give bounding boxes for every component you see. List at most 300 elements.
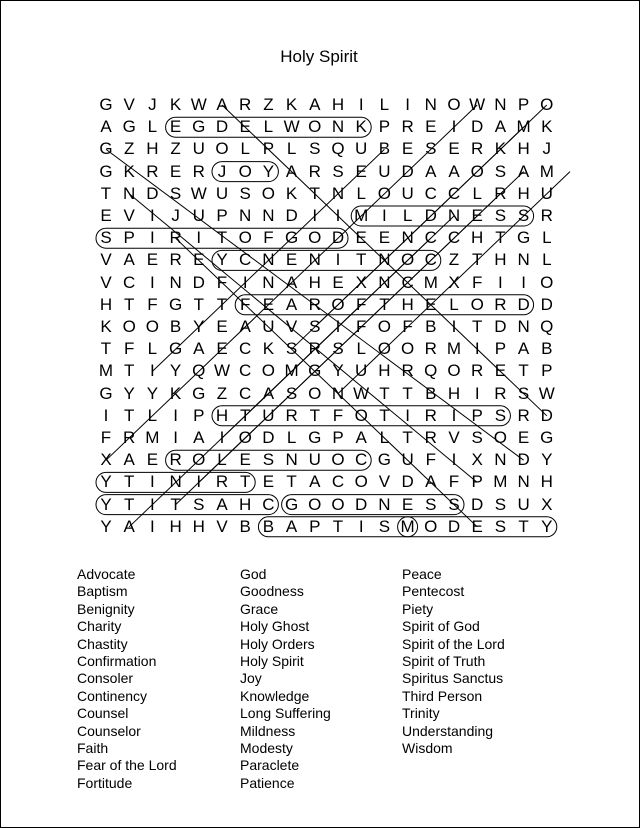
grid-letter: R	[540, 206, 553, 225]
grid-letter: C	[239, 339, 252, 359]
grid-letter: W	[353, 383, 370, 403]
word-list-item: Consoler	[77, 670, 134, 687]
word-list-item: Confirmation	[77, 653, 157, 669]
grid-letter: F	[355, 317, 367, 336]
grid-letter: D	[540, 294, 553, 314]
grid-letter: O	[377, 339, 391, 359]
grid-letter: E	[169, 161, 182, 181]
grid-letter: T	[100, 339, 112, 359]
grid-letter: Y	[169, 361, 182, 381]
grid-letter: S	[285, 339, 298, 359]
grid-letter: K	[169, 383, 182, 403]
grid-letter: O	[238, 428, 252, 447]
grid-letter: V	[285, 317, 298, 336]
grid-letter: I	[173, 428, 178, 447]
grid-letter: H	[215, 405, 229, 425]
grid-letter: H	[517, 139, 530, 159]
grid-letter: I	[498, 272, 503, 292]
grid-letter: G	[99, 139, 113, 159]
grid-letter: O	[400, 339, 415, 359]
grid-letter: U	[401, 183, 414, 203]
grid-letter: A	[123, 250, 135, 270]
grid-letter: G	[516, 228, 531, 248]
grid-letter: D	[471, 494, 484, 514]
grid-letter: H	[239, 494, 252, 514]
grid-letter: V	[123, 95, 135, 114]
grid-letter: T	[239, 405, 251, 425]
grid-letter: J	[542, 139, 552, 159]
grid-letter: Z	[263, 95, 274, 114]
grid-letter: U	[215, 183, 229, 203]
grid-letter: O	[470, 161, 484, 181]
grid-letter: T	[239, 472, 251, 492]
grid-letter: C	[331, 472, 345, 492]
grid-letter: O	[261, 183, 275, 203]
word-list-item: Long Suffering	[240, 705, 331, 722]
grid-letter: S	[517, 206, 530, 225]
word-list-item: Spirit of the Lord	[402, 635, 505, 652]
grid-letter: H	[494, 250, 507, 270]
grid-letter: K	[285, 95, 298, 114]
grid-letter: A	[285, 516, 298, 536]
grid-letter: T	[123, 494, 135, 514]
grid-letter: T	[518, 361, 529, 381]
grid-letter: L	[472, 183, 482, 203]
grid-letter: A	[239, 317, 251, 336]
grid-letter: Z	[216, 383, 228, 403]
grid-letter: R	[401, 117, 414, 137]
grid-letter: L	[240, 139, 250, 159]
grid-letter: P	[541, 361, 553, 381]
grid-letter: P	[471, 405, 483, 425]
word-list-item: Goodness	[240, 583, 304, 600]
grid-letter: A	[193, 339, 205, 359]
grid-letter: I	[451, 317, 457, 336]
grid-letter: R	[308, 294, 321, 314]
grid-letter: O	[377, 317, 391, 336]
grid-letter: L	[147, 405, 158, 425]
grid-letter: F	[448, 472, 460, 492]
grid-letter: E	[401, 494, 414, 514]
grid-letter: F	[216, 272, 228, 292]
grid-letter: T	[471, 317, 483, 336]
grid-letter: T	[100, 183, 112, 203]
grid-letter: H	[517, 183, 530, 203]
grid-letter: R	[308, 339, 321, 359]
grid-letter: X	[100, 450, 112, 470]
grid-letter: C	[123, 272, 136, 292]
grid-letter: R	[192, 161, 205, 181]
grid-letter: L	[356, 339, 366, 359]
grid-letter: U	[192, 206, 205, 225]
grid-letter: E	[378, 228, 391, 248]
grid-letter: G	[284, 228, 299, 248]
grid-letter: D	[517, 450, 530, 470]
grid-letter: I	[382, 206, 387, 225]
grid-letter: O	[308, 228, 322, 248]
grid-letter: I	[196, 228, 202, 248]
grid-letter: V	[216, 516, 228, 536]
grid-letter: G	[168, 294, 183, 314]
grid-letter: X	[355, 272, 367, 292]
grid-letter: L	[402, 206, 413, 225]
grid-letter: L	[356, 183, 366, 203]
grid-letter: R	[494, 294, 507, 314]
grid-letter: H	[540, 472, 553, 492]
grid-letter: M	[400, 516, 415, 536]
word-list-item: Holy Orders	[240, 635, 315, 652]
grid-letter: R	[146, 161, 159, 181]
grid-letter: J	[171, 206, 180, 225]
grid-letter: T	[402, 383, 413, 403]
grid-letter: N	[262, 272, 275, 292]
grid-letter: N	[378, 272, 391, 292]
grid-letter: W	[283, 117, 300, 137]
grid-letter: R	[169, 228, 182, 248]
grid-letter: F	[402, 317, 413, 336]
grid-letter: S	[378, 516, 391, 536]
grid-letter: S	[494, 206, 507, 225]
grid-letter: F	[100, 428, 112, 447]
grid-letter: K	[285, 183, 298, 203]
grid-letter: E	[355, 228, 367, 248]
grid-letter: G	[308, 361, 322, 381]
grid-letter: N	[424, 95, 437, 114]
grid-letter: G	[192, 117, 206, 137]
grid-letter: T	[123, 361, 135, 381]
grid-letter: A	[193, 428, 205, 447]
grid-letter: L	[286, 139, 297, 159]
grid-letter: L	[379, 95, 390, 114]
grid-letter: D	[447, 516, 461, 536]
grid-letter: H	[99, 294, 113, 314]
grid-letter: S	[448, 494, 460, 514]
grid-letter: R	[517, 405, 530, 425]
word-list-item: Counselor	[77, 722, 141, 739]
grid-letter: L	[379, 428, 390, 447]
grid-letter: M	[516, 117, 531, 137]
grid-letter: P	[216, 206, 228, 225]
grid-letter: B	[378, 139, 391, 159]
grid-letter: N	[262, 250, 275, 270]
grid-letter: D	[285, 206, 298, 225]
grid-letter: O	[238, 161, 252, 181]
grid-letter: K	[355, 117, 367, 137]
word-list-item: Peace	[402, 566, 442, 582]
word-list-item: Chastity	[77, 635, 128, 652]
grid-letter: U	[262, 405, 275, 425]
grid-letter: O	[447, 95, 461, 114]
grid-letter: N	[378, 494, 391, 514]
grid-letter: N	[494, 95, 507, 114]
grid-letter: F	[425, 450, 436, 470]
grid-letter: B	[425, 317, 437, 336]
grid-letter: E	[216, 317, 228, 336]
grid-letter: J	[148, 95, 157, 114]
grid-letter: P	[494, 339, 507, 359]
grid-letter: Z	[448, 250, 460, 270]
grid-letter: O	[424, 516, 438, 536]
grid-letter: N	[285, 450, 298, 470]
grid-letter: B	[541, 339, 553, 359]
grid-letter: A	[517, 161, 530, 181]
grid-letter: A	[494, 117, 507, 137]
grid-letter: N	[169, 472, 182, 492]
grid-letter: O	[308, 494, 322, 514]
grid-letter: I	[358, 516, 364, 536]
grid-letter: A	[448, 161, 460, 181]
grid-letter: I	[474, 339, 480, 359]
grid-letter: R	[471, 139, 484, 159]
grid-letter: F	[355, 294, 367, 314]
grid-letter: I	[242, 272, 248, 292]
grid-letter: K	[123, 161, 135, 181]
grid-letter: N	[308, 250, 321, 270]
grid-letter: I	[358, 95, 364, 114]
grid-letter: S	[471, 428, 483, 447]
grid-letter: K	[494, 139, 507, 159]
grid-letter: G	[99, 95, 113, 114]
grid-letter: T	[216, 228, 228, 248]
word-list-item: Piety	[402, 600, 434, 617]
grid-letter: O	[400, 250, 415, 270]
grid-letter: T	[332, 516, 344, 536]
grid-letter: A	[309, 95, 321, 114]
grid-letter: S	[425, 494, 437, 514]
grid-letter: T	[355, 250, 367, 270]
grid-letter: R	[308, 161, 321, 181]
grid-letter: F	[239, 294, 251, 314]
grid-letter: I	[150, 206, 155, 225]
grid-letter: I	[335, 250, 341, 270]
grid-letter: S	[425, 139, 437, 159]
grid-letter: H	[308, 272, 321, 292]
grid-letter: D	[540, 405, 553, 425]
grid-letter: S	[100, 228, 112, 248]
grid-letter: I	[521, 272, 526, 292]
grid-letter: G	[284, 494, 299, 514]
grid-letter: C	[424, 250, 437, 270]
grid-letter: T	[471, 250, 483, 270]
grid-letter: Y	[262, 161, 275, 181]
grid-letter: P	[517, 95, 530, 114]
word-list-item: Counsel	[77, 705, 129, 722]
grid-letter: B	[425, 383, 437, 403]
grid-letter: Z	[123, 139, 135, 159]
grid-letter: V	[123, 206, 135, 225]
grid-letter: R	[471, 361, 484, 381]
grid-letter: S	[494, 405, 507, 425]
word-list-item: Charity	[77, 618, 122, 635]
grid-letter: E	[471, 206, 483, 225]
grid-letter: T	[379, 383, 390, 403]
grid-letter: P	[193, 405, 205, 425]
grid-letter: G	[192, 383, 206, 403]
grid-letter: I	[150, 361, 155, 381]
grid-letter: Q	[331, 139, 345, 159]
grid-letter: T	[193, 294, 204, 314]
grid-letter: C	[447, 183, 461, 203]
grid-letter: E	[448, 139, 460, 159]
grid-letter: I	[335, 206, 341, 225]
grid-letter: A	[285, 294, 298, 314]
grid-letter: S	[193, 494, 205, 514]
word-list-item: Faith	[77, 740, 109, 756]
grid-letter: I	[451, 405, 457, 425]
word-list-item: Holy Ghost	[240, 618, 310, 635]
grid-letter: N	[239, 206, 252, 225]
grid-letter: D	[192, 272, 205, 292]
grid-letter: I	[451, 450, 457, 470]
grid-letter: O	[215, 139, 229, 159]
grid-letter: O	[308, 117, 322, 137]
grid-letter: H	[447, 383, 461, 403]
grid-letter: C	[401, 272, 414, 292]
grid-letter: E	[216, 339, 228, 359]
grid-letter: N	[447, 206, 461, 225]
word-list-item: Understanding	[402, 722, 494, 739]
grid-letter: L	[449, 294, 459, 314]
grid-letter: D	[517, 294, 530, 314]
grid-letter: U	[308, 450, 321, 470]
grid-letter: A	[123, 450, 135, 470]
grid-letter: Y	[541, 450, 553, 470]
grid-letter: Y	[100, 516, 112, 536]
grid-letter: R	[169, 450, 182, 470]
word-list-item: Spiritus Sanctus	[402, 670, 504, 687]
word-list-item: Wisdom	[402, 740, 453, 756]
grid-letter: M	[98, 361, 114, 381]
word-list-item: Spirit of God	[402, 618, 480, 635]
grid-letter: O	[354, 405, 368, 425]
grid-letter: H	[146, 139, 159, 159]
word-list-item: Benignity	[77, 600, 135, 617]
grid-letter: I	[474, 383, 480, 403]
grid-letter: W	[190, 183, 207, 203]
grid-letter: I	[103, 405, 109, 425]
grid-letter: A	[100, 117, 112, 137]
grid-letter: C	[424, 228, 437, 248]
grid-letter: E	[239, 450, 251, 470]
grid-letter: R	[494, 383, 507, 403]
grid-letter: Y	[146, 383, 159, 403]
grid-letter: C	[355, 450, 368, 470]
grid-letter: I	[196, 472, 202, 492]
grid-letter: O	[238, 228, 252, 248]
word-list-item: Holy Spirit	[240, 653, 304, 669]
grid-letter: H	[378, 361, 391, 381]
grid-letter: A	[285, 161, 298, 181]
grid-letter: S	[494, 161, 507, 181]
grid-letter: P	[123, 228, 135, 248]
grid-letter: D	[331, 228, 345, 248]
grid-letter: I	[219, 428, 225, 447]
grid-letter: O	[493, 428, 507, 447]
word-list-item: Paraclete	[240, 757, 300, 774]
grid-letter: S	[494, 516, 507, 536]
grid-letter: R	[239, 95, 252, 114]
grid-letter: F	[263, 228, 274, 248]
word-list-item: Spirit of Truth	[402, 653, 486, 669]
grid-letter: R	[424, 405, 437, 425]
grid-letter: Y	[332, 361, 344, 381]
grid-letter: O	[308, 383, 322, 403]
grid-letter: K	[541, 117, 553, 137]
grid-letter: T	[123, 472, 135, 492]
grid-letter: O	[122, 317, 136, 336]
grid-letter: A	[425, 472, 437, 492]
grid-letter: A	[262, 383, 275, 403]
grid-letter: C	[262, 494, 275, 514]
word-list-item: Continency	[77, 687, 148, 704]
grid-letter: O	[470, 294, 484, 314]
word-list-item: God	[240, 566, 267, 582]
grid-letter: A	[309, 472, 321, 492]
grid-letter: H	[192, 516, 205, 536]
grid-letter: A	[355, 428, 367, 447]
grid-letter: E	[425, 117, 437, 137]
grid-letter: N	[123, 183, 136, 203]
grid-letter: U	[540, 183, 553, 203]
grid-letter: L	[286, 428, 297, 447]
grid-letter: K	[169, 95, 182, 114]
grid-letter: S	[332, 161, 344, 181]
grid-letter: D	[494, 317, 507, 336]
grid-letter: R	[401, 361, 414, 381]
grid-letter: V	[100, 250, 112, 270]
grid-letter: T	[123, 405, 135, 425]
word-list-item: Grace	[240, 600, 279, 617]
grid-letter: P	[262, 139, 275, 159]
grid-letter: G	[377, 450, 391, 470]
grid-letter: I	[150, 516, 155, 536]
grid-letter: N	[169, 272, 182, 292]
grid-letter: I	[150, 472, 155, 492]
grid-letter: B	[169, 317, 182, 336]
grid-letter: N	[517, 250, 530, 270]
grid-letter: E	[146, 250, 159, 270]
grid-letter: R	[123, 428, 136, 447]
grid-letter: W	[469, 95, 486, 114]
grid-letter: H	[471, 228, 484, 248]
grid-letter: R	[285, 405, 298, 425]
grid-letter: K	[262, 339, 275, 359]
grid-letter: H	[401, 294, 414, 314]
grid-letter: H	[331, 95, 345, 114]
grid-letter: G	[168, 339, 183, 359]
grid-letter: L	[542, 250, 552, 270]
grid-letter: F	[471, 272, 483, 292]
grid-letter: S	[239, 183, 251, 203]
grid-letter: Y	[541, 516, 553, 536]
grid-letter: W	[213, 361, 231, 381]
word-list-item: Patience	[240, 774, 295, 791]
grid-letter: H	[169, 516, 182, 536]
grid-letter: D	[355, 494, 368, 514]
grid-letter: T	[402, 428, 413, 447]
grid-letter: T	[309, 183, 320, 203]
grid-letter: W	[538, 383, 555, 403]
grid-letter: U	[378, 161, 391, 181]
grid-letter: S	[332, 339, 344, 359]
grid-letter: S	[169, 183, 182, 203]
grid-letter: L	[542, 228, 552, 248]
grid-letter: G	[99, 383, 113, 403]
grid-letter: I	[405, 405, 410, 425]
puzzle-title: Holy Spirit	[280, 47, 358, 66]
grid-letter: E	[285, 250, 298, 270]
grid-letter: E	[262, 294, 275, 314]
